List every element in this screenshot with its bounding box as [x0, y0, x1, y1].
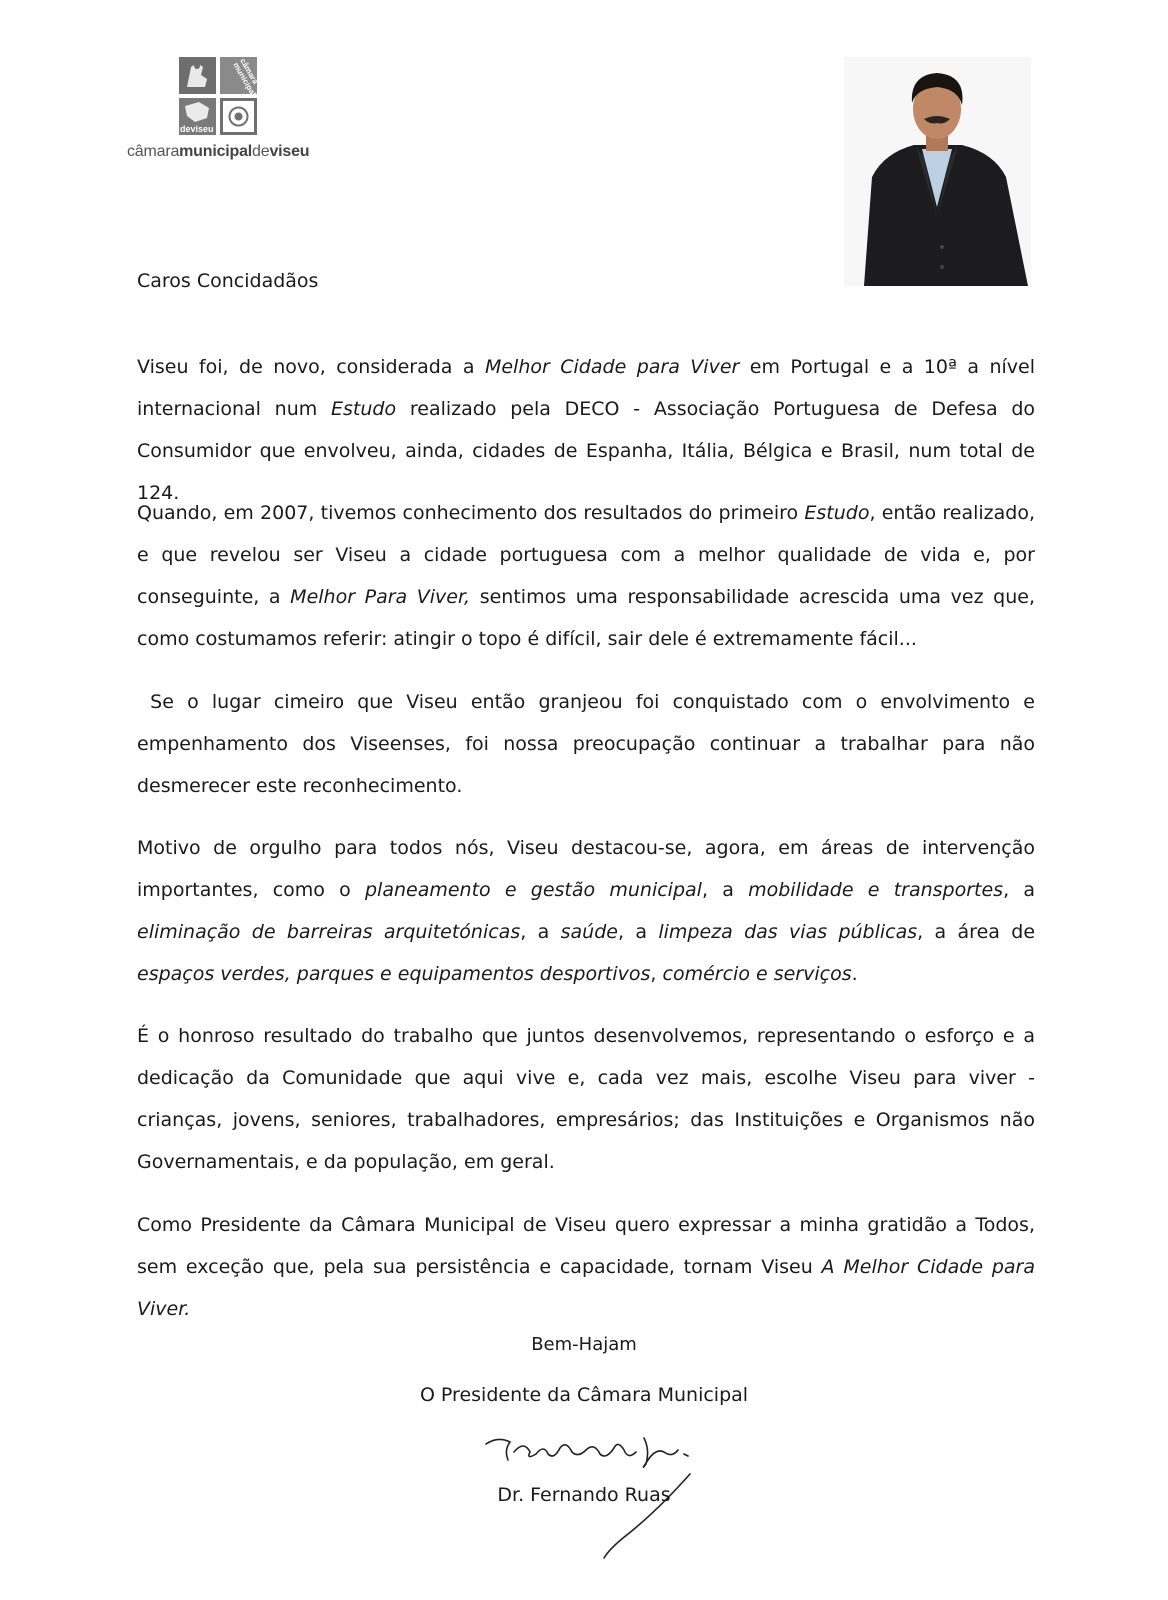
- p6-text-a: Como Presidente da Câmara Municipal de Viseu quero expressar a minha gratidão a Todos, sem exceção que, pela sua persistência e capacidade, tornam Viseu: [137, 1214, 1035, 1278]
- logo-tile-deviseu-label: deviseu: [180, 124, 214, 134]
- p2-emphasis-melhor-para-viver: Melhor Para Viver,: [290, 586, 471, 608]
- p2-text-a: Quando, em 2007, tivemos conhecimento dos resultados do primeiro: [137, 502, 805, 524]
- p4-sep-5: , a área de: [917, 921, 1036, 943]
- p4-sep-2: , a: [1003, 879, 1035, 901]
- p1-emphasis-estudo: Estudo: [331, 398, 397, 420]
- letter-greeting: Caros Concidadãos: [137, 270, 319, 292]
- letter-paragraph-3: [137, 681, 1042, 807]
- p1-text-a: Viseu foi, de novo, considerada a: [137, 356, 485, 378]
- p4-emphasis-espacos-verdes: espaços verdes, parques e equipamentos desportivos: [137, 963, 651, 985]
- p1-text-c: realizado pela DECO - Associação Portuguesa de Defesa do Consumidor que envolveu, ainda, cidades de Espanha, Itália, Bélgica e Brasil, num total de 124.: [137, 398, 1036, 504]
- p3-text: Se o lugar cimeiro que Viseu então granjeou foi conquistado com o envolvimento e empenhamento dos Viseenses, foi nossa preocupação continuar a trabalhar para não desmerecer este reconhecimento.: [137, 691, 1042, 797]
- p4-sep-1: , a: [701, 879, 749, 901]
- wordmark-municipal: municipal: [179, 143, 253, 160]
- letter-paragraph-2: [137, 492, 1035, 660]
- p2-text-c: sentimos uma responsabilidade acrescida uma vez que, como costumamos referir: atingir o topo é difícil, sair dele é extremamente fácil...: [137, 586, 1035, 650]
- logo-tile-crest: [220, 98, 257, 135]
- p6-emphasis-melhor-cidade: A Melhor Cidade para Viver.: [137, 1256, 1035, 1320]
- logo-tile-text: [220, 56, 261, 98]
- logo-tile-deviseu: [179, 98, 216, 135]
- p1-text-b: em Portugal e a 10ª a nível internacional num: [137, 356, 1035, 420]
- p4-emphasis-limpeza: limpeza das vias públicas: [658, 921, 918, 943]
- closing-farewell: Bem-Hajam: [531, 1334, 637, 1355]
- logo-emblem-grid: [179, 57, 259, 137]
- p1-emphasis-melhor-cidade: Melhor Cidade para Viver: [484, 356, 740, 378]
- p4-sep-4: , a: [617, 921, 659, 943]
- p4-end: .: [851, 963, 858, 985]
- p4-emphasis-planeamento: planeamento e gestão municipal: [364, 879, 702, 901]
- logo-tile-label: câmara municipal: [231, 56, 261, 98]
- wordmark-de: de: [252, 143, 270, 160]
- wordmark-camara: câmara: [127, 143, 180, 160]
- letter-paragraph-1: [137, 346, 1035, 514]
- letter-paragraph-6: [137, 1204, 1035, 1330]
- municipality-logo: [127, 57, 327, 167]
- p4-emphasis-barreiras: eliminação de barreiras arquitetónicas: [137, 921, 521, 943]
- p4-emphasis-comercio: comércio e serviços: [662, 963, 852, 985]
- mayor-portrait-photo: [844, 57, 1031, 286]
- letter-paragraph-5: [137, 1015, 1035, 1183]
- letter-paragraph-4: [137, 827, 1035, 995]
- p4-sep-3: , a: [520, 921, 561, 943]
- p4-sep-6: ,: [650, 963, 663, 985]
- p4-emphasis-saude: saúde: [560, 921, 618, 943]
- p4-emphasis-mobilidade: mobilidade e transportes: [748, 879, 1004, 901]
- p2-text-b: , então realizado, e que revelou ser Viseu a cidade portuguesa com a melhor qualidade de vida e, por conseguinte, a: [137, 502, 1036, 608]
- closing-signatory-name: Dr. Fernando Ruas: [497, 1484, 671, 1506]
- logo-wordmark: [127, 143, 309, 161]
- p2-emphasis-estudo: Estudo: [804, 502, 870, 524]
- p4-text-a: Motivo de orgulho para todos nós, Viseu destacou-se, agora, em áreas de intervenção importantes, como o: [137, 837, 1035, 901]
- wordmark-viseu: viseu: [269, 143, 310, 160]
- closing-role: O Presidente da Câmara Municipal: [419, 1384, 749, 1406]
- logo-tile-figure: [179, 57, 216, 94]
- p5-text: É o honroso resultado do trabalho que juntos desenvolvemos, representando o esforço e a dedicação da Comunidade que aqui vive e, cada vez mais, escolhe Viseu para viver - crianças, jovens, seniores, trabalhadores, empresários; das Instituições e Organismos não Governamentais, e da população, em geral.: [137, 1025, 1035, 1173]
